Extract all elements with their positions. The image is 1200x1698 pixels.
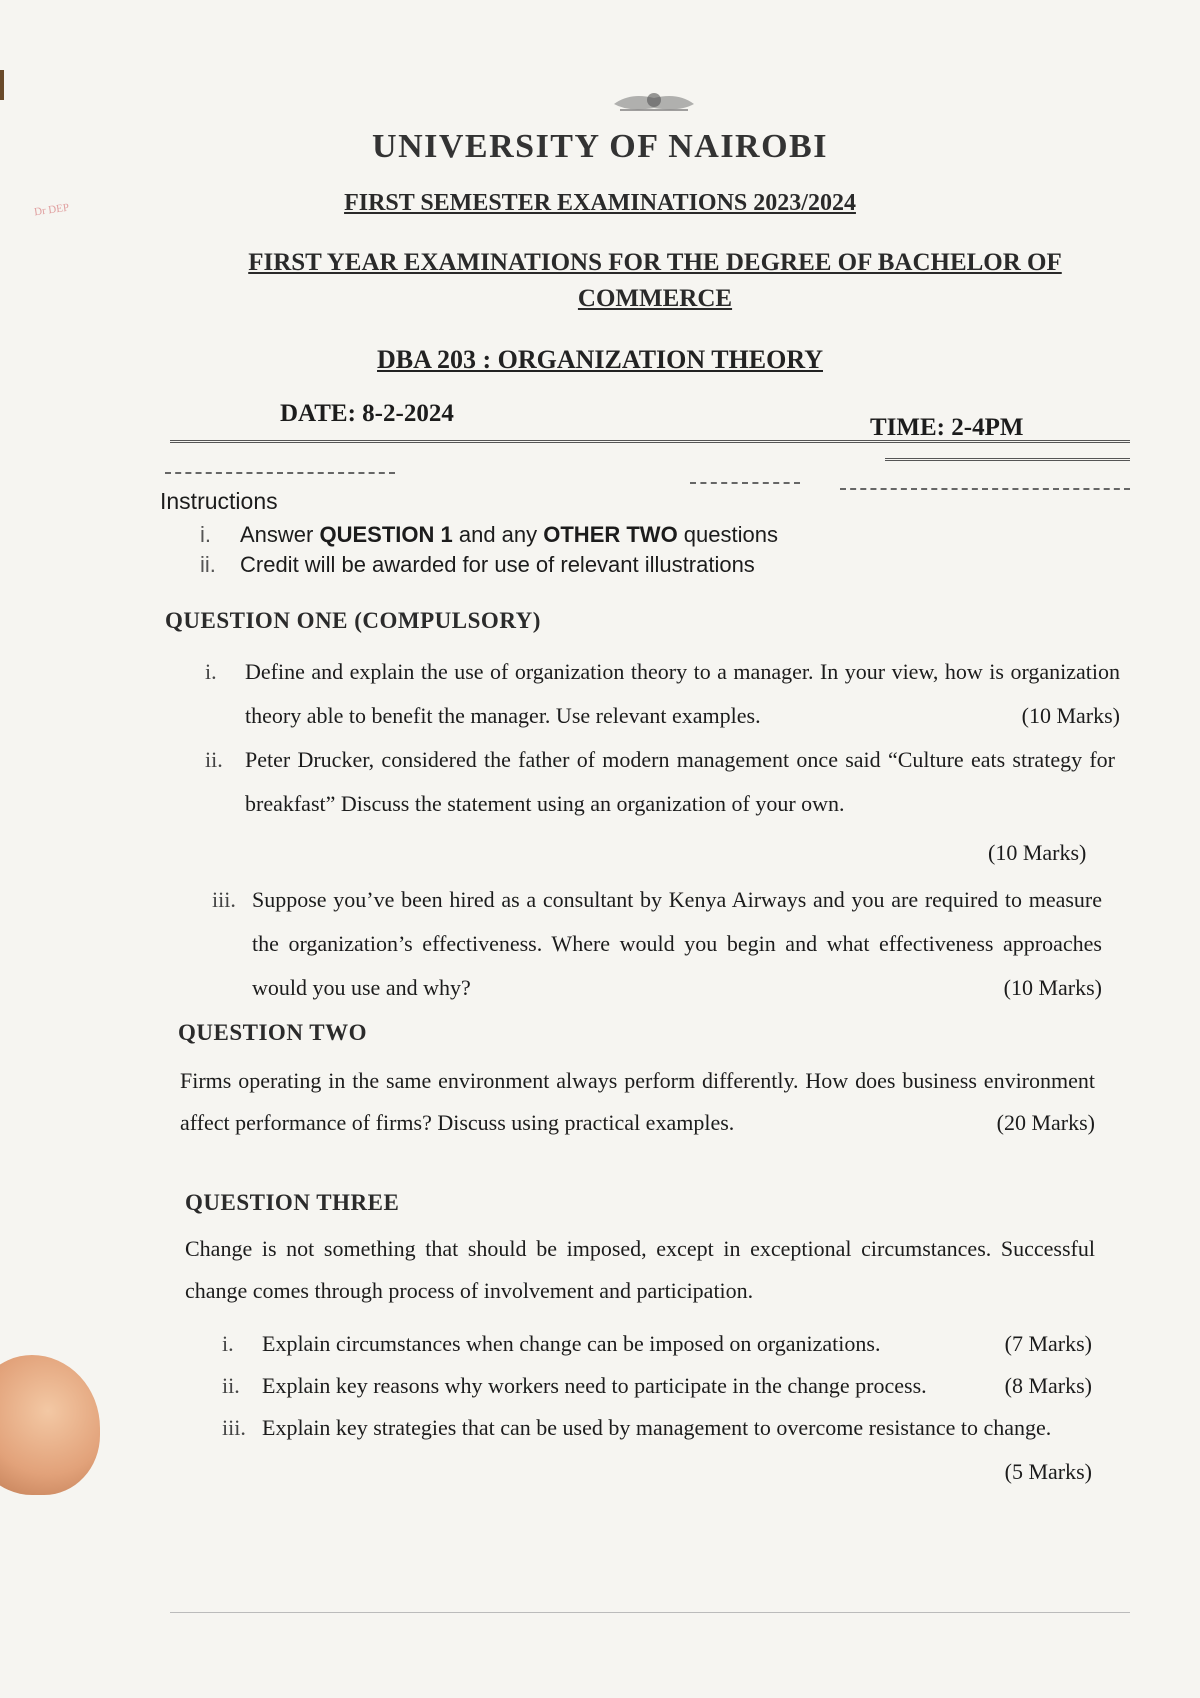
question-two-heading: QUESTION TWO	[178, 1020, 367, 1045]
divider	[885, 458, 1130, 461]
course-title: DBA 203 : ORGANIZATION THEORY	[377, 345, 823, 374]
divider	[840, 488, 1130, 490]
question-one-heading: QUESTION ONE (COMPULSORY)	[165, 608, 541, 633]
divider	[165, 472, 395, 474]
semester-title: FIRST SEMESTER EXAMINATIONS 2023/2024	[344, 190, 856, 216]
marks: (10 Marks)	[1021, 703, 1120, 728]
marks: (5 Marks)	[1004, 1459, 1092, 1484]
marks: (8 Marks)	[1004, 1373, 1092, 1398]
question-item: ii. Explain key reasons why workers need to participate in the change process. (8 Marks)	[262, 1364, 1092, 1408]
marks: (10 Marks)	[988, 840, 1087, 865]
divider	[170, 440, 1130, 443]
thumb-photo	[0, 1355, 100, 1495]
instruction-item: ii. Credit will be awarded for use of relevant illustrations	[200, 552, 755, 577]
university-name: UNIVERSITY OF NAIROBI	[372, 128, 828, 165]
question-three-text: Change is not something that should be imposed, except in exceptional circumstances. Successful change comes through process of involvement and participation.	[185, 1236, 1095, 1303]
degree-title: FIRST YEAR EXAMINATIONS FOR THE DEGREE OF BACHELOR OF COMMERCE	[248, 249, 1062, 312]
exam-time: TIME: 2-4PM	[870, 414, 1024, 441]
question-item: ii. Peter Drucker, considered the father of modern management once said “Culture eats strategy for breakfast” Discuss the statement using an organization of your own.	[205, 747, 1115, 816]
instruction-item: i. Answer QUESTION 1 and any OTHER TWO questions	[200, 522, 778, 547]
instructions-heading: Instructions	[160, 488, 278, 514]
question-item: iii. Suppose you’ve been hired as a consultant by Kenya Airways and you are required to measure the organization’s effectiveness. Where would you begin and what effectiveness approaches would you use and why? (10 Marks)	[252, 878, 1102, 1010]
instruction-number: ii.	[200, 552, 216, 577]
question-item: iii. Explain key strategies that can be used by management to overcome resistance to change. (5 Marks)	[262, 1406, 1092, 1494]
university-crest-icon	[610, 86, 698, 116]
question-two-text: Firms operating in the same environment always perform differently. How does business environment affect performance of firms? Discuss using practical examples. (20 Marks)	[180, 1060, 1095, 1144]
marks: (20 Marks)	[996, 1110, 1095, 1135]
bottom-rule	[170, 1612, 1130, 1613]
marks: (7 Marks)	[1004, 1331, 1092, 1356]
instruction-number: i.	[200, 522, 211, 547]
marks: (10 Marks)	[1003, 975, 1102, 1000]
question-item: i. Explain circumstances when change can be imposed on organizations. (7 Marks)	[262, 1322, 1092, 1366]
question-three-heading: QUESTION THREE	[185, 1190, 400, 1215]
margin-note: Dr DEP	[33, 201, 70, 219]
exam-date: DATE: 8-2-2024	[280, 400, 454, 427]
question-item: i. Define and explain the use of organization theory to a manager. In your view, how is organization theory able to benefit the manager. Use relevant examples. (10 Marks)	[245, 650, 1120, 738]
paper-edge	[0, 70, 4, 100]
divider	[690, 482, 800, 484]
